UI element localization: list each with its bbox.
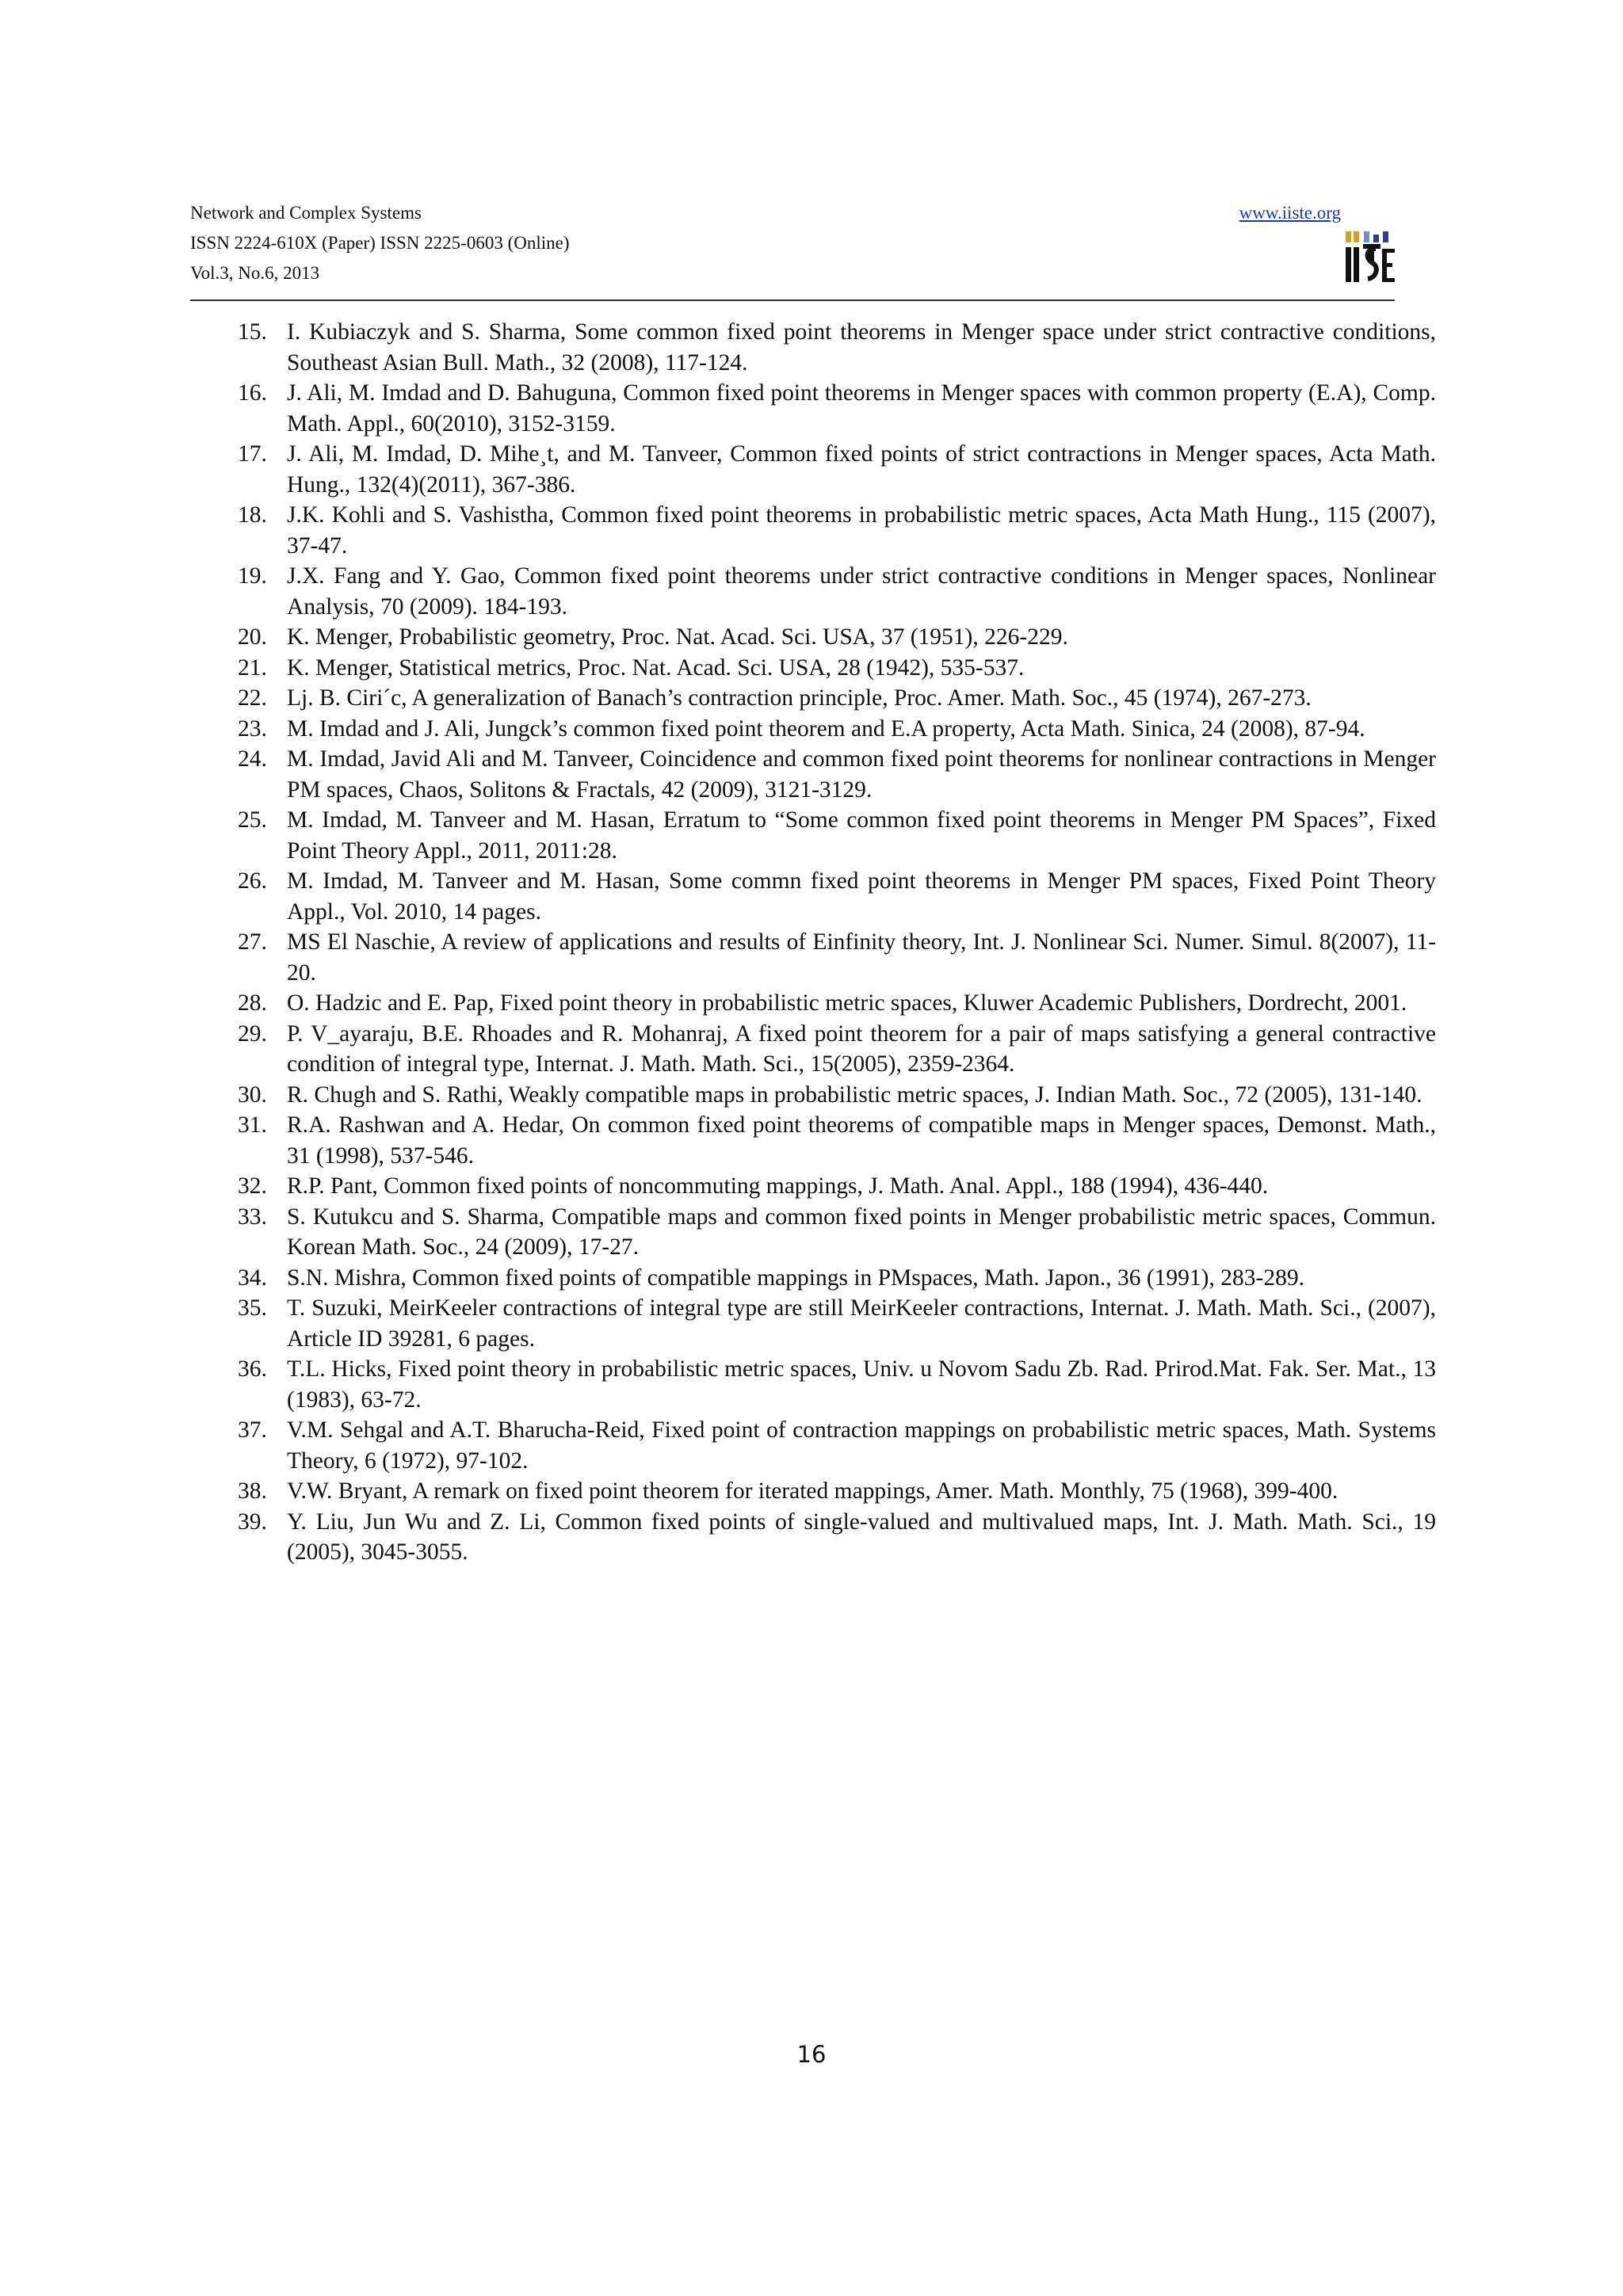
reference-item	[238, 927, 1436, 988]
reference-item	[238, 1415, 1436, 1476]
reference-number: 36.	[238, 1356, 267, 1382]
reference-number: 32.	[238, 1173, 267, 1199]
reference-text: R.P. Pant, Common fixed points of noncommuting mappings, J. Math. Anal. Appl., 188 (1994), 436-440.	[287, 1173, 1269, 1199]
reference-number: 15.	[238, 319, 267, 345]
reference-number: 23.	[238, 715, 267, 742]
reference-text: Lj. B. Ciri´c, A generalization of Banach’s contraction principle, Proc. Amer. Math. Soc., 45 (1974), 267-273.	[287, 685, 1312, 711]
reference-text: Y. Liu, Jun Wu and Z. Li, Common fixed points of single-valued and multivalued maps, Int. J. Math. Math. Sci., 19 (2005), 3045-3055.	[287, 1508, 1436, 1565]
reference-text: R.A. Rashwan and A. Hedar, On common fixed point theorems of compatible maps in Menger spaces, Demonst. Math., 31 (1998), 537-546.	[287, 1112, 1436, 1169]
reference-item	[238, 1293, 1436, 1354]
reference-number: 21.	[238, 654, 267, 681]
reference-text: K. Menger, Probabilistic geometry, Proc. Nat. Acad. Sci. USA, 37 (1951), 226-229.	[287, 624, 1068, 650]
issn-line: ISSN 2224-610X (Paper) ISSN 2225-0603 (Online)	[190, 233, 570, 253]
reference-text: S. Kutukcu and S. Sharma, Compatible maps and common fixed points in Menger probabilistic metric spaces, Commun. Korean Math. Soc., 24 (2009), 17-27.	[287, 1203, 1436, 1260]
reference-item	[238, 1080, 1436, 1111]
reference-item	[238, 683, 1436, 714]
reference-text: P. V_ayaraju, B.E. Rhoades and R. Mohanraj, A fixed point theorem for a pair of maps satisfying a general contractive condition of integral type, Internat. J. Math. Math. Sci., 15(2005), 2359-2364.	[287, 1020, 1436, 1077]
reference-number: 39.	[238, 1508, 267, 1535]
reference-item	[238, 1263, 1436, 1294]
reference-number: 29.	[238, 1020, 267, 1047]
reference-item	[238, 805, 1436, 866]
reference-number: 24.	[238, 746, 267, 772]
reference-number: 22.	[238, 685, 267, 711]
reference-number: 18.	[238, 502, 267, 528]
reference-item	[238, 622, 1436, 653]
reference-item	[238, 866, 1436, 927]
header-divider	[190, 299, 1395, 301]
reference-item	[238, 1354, 1436, 1415]
reference-item	[238, 317, 1436, 378]
reference-item	[238, 1171, 1436, 1202]
reference-number: 34.	[238, 1264, 267, 1291]
reference-number: 19.	[238, 563, 267, 589]
reference-text: K. Menger, Statistical metrics, Proc. Nat. Acad. Sci. USA, 28 (1942), 535-537.	[287, 654, 1025, 681]
reference-text: MS El Naschie, A review of applications and results of Einfinity theory, Int. J. Nonlinear Sci. Numer. Simul. 8(2007), 11-20.	[287, 929, 1436, 986]
reference-item	[238, 439, 1436, 500]
reference-item	[238, 988, 1436, 1019]
reference-item	[238, 1507, 1436, 1568]
reference-text: V.W. Bryant, A remark on fixed point theorem for iterated mappings, Amer. Math. Monthly, 75 (1968), 399-400.	[287, 1478, 1338, 1504]
reference-number: 37.	[238, 1417, 267, 1443]
volume-line: Vol.3, No.6, 2013	[190, 263, 320, 283]
reference-number: 30.	[238, 1081, 267, 1108]
reference-text: M. Imdad, Javid Ali and M. Tanveer, Coincidence and common fixed point theorems for nonlinear contractions in Menger PM spaces, Chaos, Solitons & Fractals, 42 (2009), 3121-3129.	[287, 746, 1436, 803]
reference-number: 25.	[238, 807, 267, 833]
reference-text: V.M. Sehgal and A.T. Bharucha-Reid, Fixed point of contraction mappings on probabilistic metric spaces, Math. Systems Theory, 6 (1972), 97-102.	[287, 1417, 1436, 1474]
journal-name: Network and Complex Systems	[190, 203, 422, 223]
reference-item	[238, 744, 1436, 805]
reference-number: 26.	[238, 868, 267, 894]
page-number: 16	[796, 2041, 827, 2068]
reference-text: J. Ali, M. Imdad and D. Bahuguna, Common fixed point theorems in Menger spaces with common property (E.A), Comp. Math. Appl., 60(2010), 3152-3159.	[287, 380, 1436, 437]
reference-item	[238, 500, 1436, 561]
reference-text: M. Imdad, M. Tanveer and M. Hasan, Erratum to “Some common fixed point theorems in Menger PM Spaces”, Fixed Point Theory Appl., 2011, 2011:28.	[287, 807, 1436, 864]
reference-text: O. Hadzic and E. Pap, Fixed point theory in probabilistic metric spaces, Kluwer Academic Publishers, Dordrecht, 2001.	[287, 990, 1407, 1016]
reference-number: 31.	[238, 1112, 267, 1138]
reference-text: I. Kubiaczyk and S. Sharma, Some common fixed point theorems in Menger space under strict contractive conditions, Southeast Asian Bull. Math., 32 (2008), 117-124.	[287, 319, 1436, 376]
reference-number: 17.	[238, 441, 267, 467]
reference-number: 33.	[238, 1203, 267, 1230]
reference-text: T. Suzuki, MeirKeeler contractions of integral type are still MeirKeeler contractions, Internat. J. Math. Math. Sci., (2007), Article ID 39281, 6 pages.	[287, 1295, 1436, 1352]
reference-item	[238, 561, 1436, 622]
reference-item	[238, 653, 1436, 684]
reference-item	[238, 1476, 1436, 1507]
page-header	[190, 198, 1395, 295]
reference-item	[238, 714, 1436, 745]
reference-number: 38.	[238, 1478, 267, 1504]
reference-number: 35.	[238, 1295, 267, 1321]
reference-text: M. Imdad and J. Ali, Jungck’s common fixed point theorem and E.A property, Acta Math. Sinica, 24 (2008), 87-94.	[287, 715, 1365, 742]
reference-text: J.X. Fang and Y. Gao, Common fixed point theorems under strict contractive conditions in Menger spaces, Nonlinear Analysis, 70 (2009). 184-193.	[287, 563, 1436, 620]
reference-text: J.K. Kohli and S. Vashistha, Common fixed point theorems in probabilistic metric spaces, Acta Math Hung., 115 (2007), 37-47.	[287, 502, 1436, 559]
iiste-logo	[1341, 230, 1396, 287]
reference-text: T.L. Hicks, Fixed point theory in probabilistic metric spaces, Univ. u Novom Sadu Zb. Rad. Prirod.Mat. Fak. Ser. Mat., 13 (1983), 63-72.	[287, 1356, 1436, 1413]
reference-item	[238, 1110, 1436, 1171]
reference-item	[238, 1019, 1436, 1080]
journal-url-link[interactable]: www.iiste.org	[1239, 203, 1341, 223]
reference-number: 20.	[238, 624, 267, 650]
reference-number: 27.	[238, 929, 267, 955]
reference-text: R. Chugh and S. Rathi, Weakly compatible maps in probabilistic metric spaces, J. Indian Math. Soc., 72 (2005), 131-140.	[287, 1081, 1423, 1108]
reference-list	[238, 317, 1436, 1568]
reference-text: J. Ali, M. Imdad, D. Mihe¸t, and M. Tanveer, Common fixed points of strict contractions in Menger spaces, Acta Math. Hung., 132(4)(2011), 367-386.	[287, 441, 1436, 498]
reference-number: 16.	[238, 380, 267, 406]
reference-text: S.N. Mishra, Common fixed points of compatible mappings in PMspaces, Math. Japon., 36 (1991), 283-289.	[287, 1264, 1304, 1291]
reference-number: 28.	[238, 990, 267, 1016]
reference-item	[238, 1202, 1436, 1263]
reference-text: M. Imdad, M. Tanveer and M. Hasan, Some commn fixed point theorems in Menger PM spaces, Fixed Point Theory Appl., Vol. 2010, 14 pages.	[287, 868, 1436, 925]
reference-item	[238, 378, 1436, 439]
